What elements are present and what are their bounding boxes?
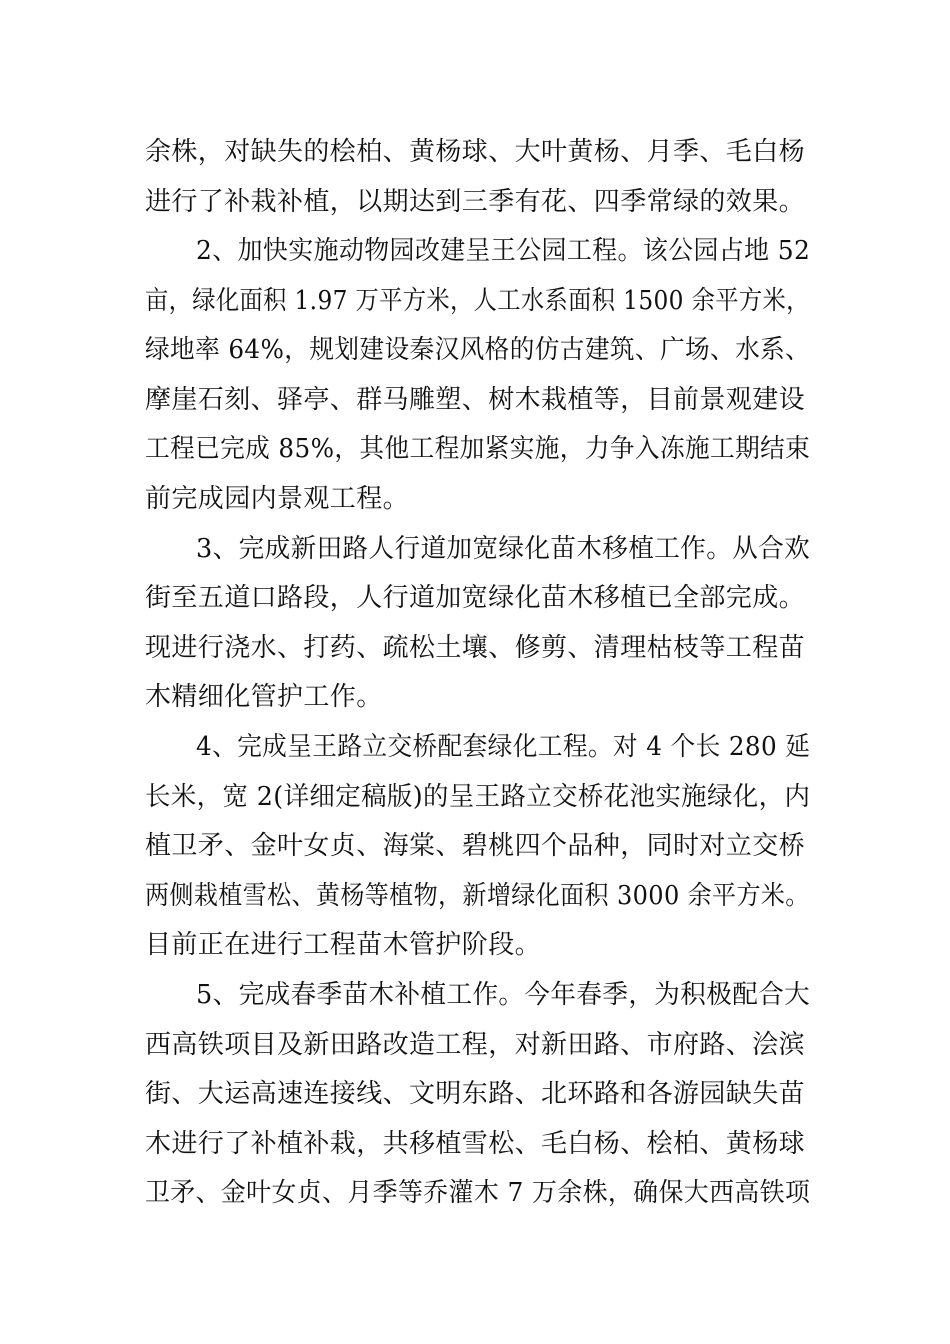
- text-line: 目前正在进行工程苗木管护阶段。: [145, 930, 542, 960]
- text-line: 街至五道口路段，人行道加宽绿化苗木移植已全部完成。: [145, 583, 806, 613]
- text-line: 两侧栽植雪松、黄杨等植物，新增绿化面积 3000 余平方米。: [145, 881, 810, 911]
- text-line: 亩，绿化面积 1.97 万平方米，人工水系面积 1500 余平方米，: [145, 286, 810, 316]
- text-line: 木进行了补植补栽，共移植雪松、毛白杨、桧柏、黄杨球: [145, 1129, 806, 1159]
- text-line: 工程已完成 85%，其他工程加紧实施，力争入冻施工期结束: [145, 434, 811, 464]
- paragraph-start-line: 3、完成新田路人行道加宽绿化苗木移植工作。从合欢: [196, 534, 811, 564]
- text-line: 绿地率 64%，规划建设秦汉风格的仿古建筑、广场、水系、: [145, 335, 811, 365]
- paragraph-start-line: 2、加快实施动物园改建呈王公园工程。该公园占地 52: [196, 236, 811, 266]
- text-line: 植卫矛、金叶女贞、海棠、碧桃四个品种，同时对立交桥: [145, 831, 806, 861]
- text-line: 余株，对缺失的桧柏、黄杨球、大叶黄杨、月季、毛白杨: [145, 137, 806, 167]
- text-line: 现进行浇水、打药、疏松土壤、修剪、清理枯枝等工程苗: [145, 633, 806, 663]
- text-line: 卫矛、金叶女贞、月季等乔灌木 7 万余株，确保大西高铁项: [145, 1178, 811, 1208]
- text-line: 摩崖石刻、驿亭、群马雕塑、树木栽植等，目前景观建设: [145, 385, 806, 415]
- text-line: 木精细化管护工作。: [145, 682, 383, 712]
- text-line: 街、大运高速连接线、文明东路、北环路和各游园缺失苗: [145, 1079, 806, 1109]
- text-line: 进行了补栽补植，以期达到三季有花、四季常绿的效果。: [145, 187, 806, 217]
- text-line: 西高铁项目及新田路改造工程，对新田路、市府路、浍滨: [145, 1030, 806, 1060]
- paragraph-start-line: 4、完成呈王路立交桥配套绿化工程。对 4 个长 280 延: [196, 732, 811, 762]
- paragraph-start-line: 5、完成春季苗木补植工作。今年春季，为积极配合大: [196, 980, 811, 1010]
- text-line: 前完成园内景观工程。: [145, 484, 410, 514]
- text-line: 长米，宽 2(详细定稿版)的呈王路立交桥花池实施绿化，内: [145, 782, 811, 812]
